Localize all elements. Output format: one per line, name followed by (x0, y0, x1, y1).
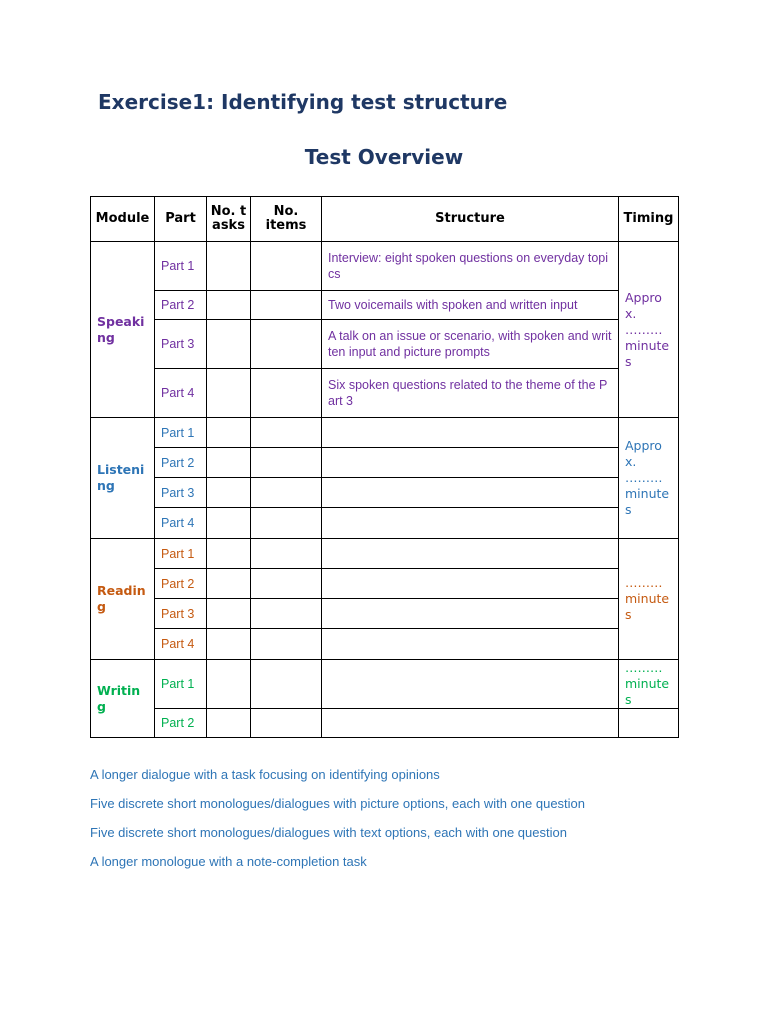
listening-part-1-tasks-cell[interactable] (207, 418, 251, 448)
writing-part-1-tasks-cell[interactable] (207, 660, 251, 709)
speaking-part-4-structure: Six spoken questions related to the theme of the Part 3 (322, 369, 619, 418)
header-part: Part (155, 197, 207, 242)
speaking-part-1-structure: Interview: eight spoken questions on everyday topics (322, 242, 619, 291)
header-no-items: No. items (251, 197, 322, 242)
writing-part-2-structure-cell[interactable] (322, 709, 619, 738)
header-no-tasks: No. tasks (207, 197, 251, 242)
listening-part-3-tasks-cell[interactable] (207, 478, 251, 508)
module-listening: Listening (91, 418, 155, 539)
table-row (91, 508, 679, 539)
structure-option[interactable]: Five discrete short monologues/dialogues with text options, each with one question (90, 825, 567, 840)
speaking-part-2-tasks-cell[interactable] (207, 291, 251, 320)
listening-part-2: Part 2 (155, 448, 207, 478)
listening-part-3-items-cell[interactable] (251, 478, 322, 508)
structure-option[interactable]: Five discrete short monologues/dialogues with picture options, each with one question (90, 796, 586, 811)
reading-part-1-items-cell[interactable] (251, 539, 322, 569)
speaking-part-2-structure: Two voicemails with spoken and written input (322, 291, 619, 320)
listening-part-4-structure-cell[interactable] (322, 508, 619, 539)
module-speaking: Speaking (91, 242, 155, 418)
reading-part-3-tasks-cell[interactable] (207, 599, 251, 629)
listening-part-1: Part 1 (155, 418, 207, 448)
reading-part-1-tasks-cell[interactable] (207, 539, 251, 569)
listening-part-3-structure-cell[interactable] (322, 478, 619, 508)
table-row (91, 291, 679, 320)
table-header-row (91, 197, 679, 242)
listening-part-4-items-cell[interactable] (251, 508, 322, 539)
listening-timing: Approx. ………minutes (619, 418, 679, 539)
reading-part-3: Part 3 (155, 599, 207, 629)
exercise-title: Exercise1: Identifying test structure (98, 90, 508, 114)
table-row (91, 539, 679, 569)
writing-part-2: Part 2 (155, 709, 207, 738)
module-reading: Reading (91, 539, 155, 660)
listening-part-4-tasks-cell[interactable] (207, 508, 251, 539)
speaking-part-3-items-cell[interactable] (251, 320, 322, 369)
reading-timing: ………minutes (619, 539, 679, 660)
speaking-timing: Approx. ………minutes (619, 242, 679, 418)
reading-part-4-structure-cell[interactable] (322, 629, 619, 660)
speaking-part-2-items-cell[interactable] (251, 291, 322, 320)
speaking-part-1-items-cell[interactable] (251, 242, 322, 291)
speaking-part-4: Part 4 (155, 369, 207, 418)
listening-part-2-items-cell[interactable] (251, 448, 322, 478)
reading-part-4-items-cell[interactable] (251, 629, 322, 660)
writing-part-1-items-cell[interactable] (251, 660, 322, 709)
reading-part-1: Part 1 (155, 539, 207, 569)
listening-part-1-structure-cell[interactable] (322, 418, 619, 448)
reading-part-2: Part 2 (155, 569, 207, 599)
reading-part-1-structure-cell[interactable] (322, 539, 619, 569)
module-writing: Writing (91, 660, 155, 738)
writing-part-2-timing-cell[interactable] (619, 709, 679, 738)
listening-part-4: Part 4 (155, 508, 207, 539)
header-structure: Structure (322, 197, 619, 242)
header-module: Module (91, 197, 155, 242)
table-row (91, 709, 679, 738)
reading-part-4-tasks-cell[interactable] (207, 629, 251, 660)
speaking-part-1-tasks-cell[interactable] (207, 242, 251, 291)
table-row (91, 629, 679, 660)
structure-option[interactable]: A longer monologue with a note-completion task (90, 854, 367, 869)
table-row (91, 599, 679, 629)
header-timing: Timing (619, 197, 679, 242)
speaking-part-3-tasks-cell[interactable] (207, 320, 251, 369)
table-row (91, 369, 679, 418)
writing-timing: ………minutes (619, 660, 679, 709)
speaking-part-1: Part 1 (155, 242, 207, 291)
structure-option[interactable]: A longer dialogue with a task focusing on identifying opinions (90, 767, 440, 782)
listening-part-2-tasks-cell[interactable] (207, 448, 251, 478)
speaking-part-2: Part 2 (155, 291, 207, 320)
speaking-part-3-structure: A talk on an issue or scenario, with spoken and written input and picture prompts (322, 320, 619, 369)
writing-part-2-items-cell[interactable] (251, 709, 322, 738)
reading-part-3-structure-cell[interactable] (322, 599, 619, 629)
table-row (91, 478, 679, 508)
structure-options-list (90, 766, 585, 882)
reading-part-2-items-cell[interactable] (251, 569, 322, 599)
table-row (91, 242, 679, 291)
listening-part-2-structure-cell[interactable] (322, 448, 619, 478)
table-row (91, 320, 679, 369)
reading-part-2-tasks-cell[interactable] (207, 569, 251, 599)
writing-part-1-structure-cell[interactable] (322, 660, 619, 709)
test-overview-heading: Test Overview (304, 145, 464, 169)
test-overview-table (90, 196, 679, 738)
listening-part-1-items-cell[interactable] (251, 418, 322, 448)
listening-part-3: Part 3 (155, 478, 207, 508)
writing-part-1: Part 1 (155, 660, 207, 709)
speaking-part-4-tasks-cell[interactable] (207, 369, 251, 418)
reading-part-4: Part 4 (155, 629, 207, 660)
speaking-part-3: Part 3 (155, 320, 207, 369)
writing-part-2-tasks-cell[interactable] (207, 709, 251, 738)
table-row (91, 418, 679, 448)
speaking-part-4-items-cell[interactable] (251, 369, 322, 418)
reading-part-2-structure-cell[interactable] (322, 569, 619, 599)
table-row (91, 660, 679, 709)
table-row (91, 448, 679, 478)
table-row (91, 569, 679, 599)
reading-part-3-items-cell[interactable] (251, 599, 322, 629)
